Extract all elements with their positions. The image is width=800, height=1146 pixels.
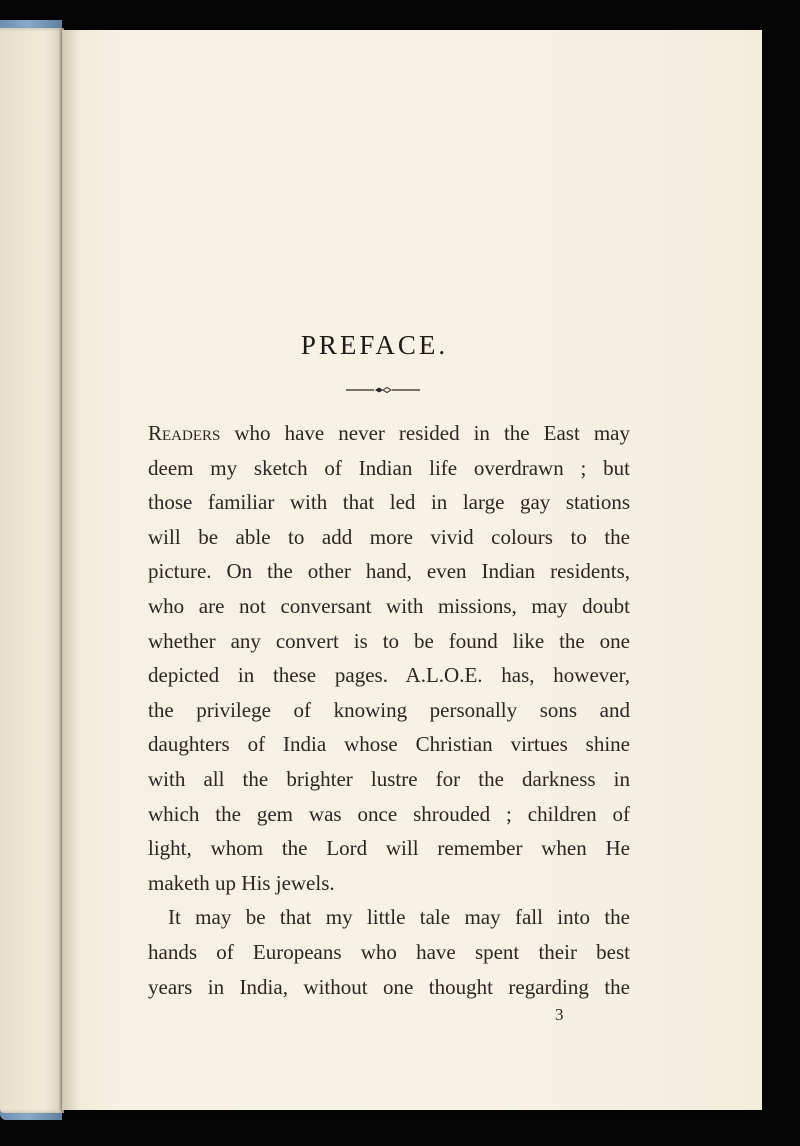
- page-number: 3: [555, 1005, 564, 1024]
- paragraph-2: [148, 900, 630, 1004]
- drop-word: Readers: [148, 421, 221, 445]
- text-line: will be able to add more vivid colours to the: [148, 524, 630, 549]
- text-line: whether any convert is to be found like the one: [148, 628, 630, 653]
- spine-shadow: [62, 30, 80, 1110]
- text-line: hands of Europeans who have spent their best: [148, 939, 630, 964]
- text-line: deem my sketch of Indian life overdrawn ; but: [148, 455, 630, 480]
- first-line-rest: who have never resided in the East may: [220, 421, 630, 445]
- text-line: the privilege of knowing personally sons and: [148, 697, 630, 722]
- text-line: [148, 416, 630, 451]
- text-line: daughters of India whose Christian virtues shine: [148, 732, 630, 757]
- text-line: which the gem was once shrouded ; children of: [148, 801, 630, 826]
- text-line: picture. On the other hand, even Indian residents,: [148, 559, 630, 584]
- text-line: those familiar with that led in large gay stations: [148, 490, 630, 515]
- page-title: PREFACE.: [300, 330, 449, 360]
- paragraph-1: [148, 416, 630, 900]
- text-line: maketh up His jewels.: [148, 870, 335, 895]
- text-line: with all the brighter lustre for the darkness in: [148, 766, 630, 791]
- text-line: depicted in these pages. A.L.O.E. has, however,: [148, 663, 630, 688]
- title-ornament-icon: [346, 386, 420, 394]
- text-line: who are not conversant with missions, may doubt: [148, 593, 630, 618]
- book-page: [62, 30, 762, 1110]
- text-line: years in India, without one thought regarding the: [148, 974, 630, 999]
- preface-text: [148, 416, 630, 1004]
- facing-page-edge: [0, 28, 64, 1113]
- text-line: It may be that my little tale may fall into the: [168, 905, 630, 930]
- text-line: light, whom the Lord will remember when He: [148, 836, 630, 861]
